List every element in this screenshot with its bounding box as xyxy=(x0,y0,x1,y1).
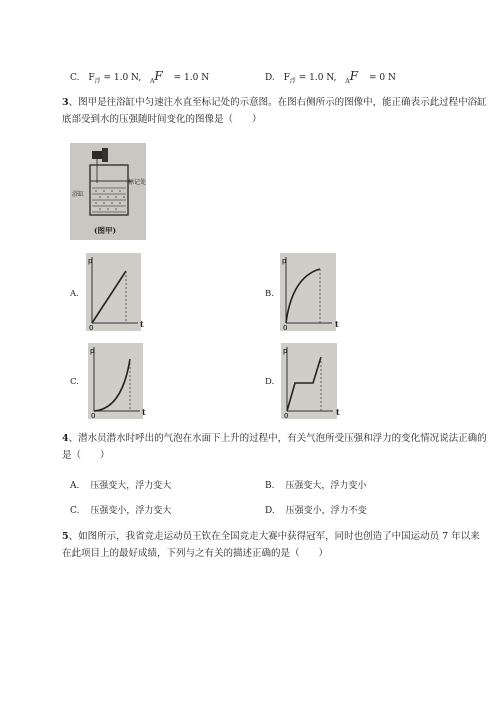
x-axis-label: t xyxy=(142,407,146,417)
bathtub-label: 浴缸 xyxy=(72,191,85,198)
force-symbol: F xyxy=(283,73,290,83)
graph-a[interactable] xyxy=(86,253,144,331)
option-text: 压强变小，浮力不变 xyxy=(285,506,367,516)
graph-b[interactable] xyxy=(280,253,339,331)
force-symbol-2: F xyxy=(154,69,163,83)
option-text: 压强变小，浮力变大 xyxy=(90,506,172,516)
origin-label: 0 xyxy=(91,412,96,419)
force-subscript: 浮 xyxy=(289,77,296,85)
x-axis-label: t xyxy=(335,319,339,329)
force-prefix: A xyxy=(150,77,155,85)
pressure-curve xyxy=(287,357,321,411)
graph-d[interactable] xyxy=(281,343,340,419)
pressure-curve xyxy=(94,359,130,411)
mark-label: 标记处 xyxy=(128,179,147,186)
x-axis-label: t xyxy=(336,407,340,417)
force-value: = 1.0 N, xyxy=(298,73,337,83)
option-letter: B. xyxy=(265,481,275,491)
option-text: 压强变大，浮力变大 xyxy=(90,481,172,491)
origin-label: 0 xyxy=(89,324,94,331)
y-axis-label: p xyxy=(283,347,288,355)
origin-label: 0 xyxy=(283,324,288,331)
pressure-curve xyxy=(286,269,320,323)
graph-d-plot xyxy=(281,343,337,419)
graph-b-letter: B. xyxy=(265,289,274,299)
question-number: 3 xyxy=(62,97,69,108)
question-4 xyxy=(62,430,487,464)
figure-caption: (图甲) xyxy=(94,226,117,235)
question-3 xyxy=(62,94,487,128)
option-letter: D. xyxy=(265,73,275,83)
y-axis-label: p xyxy=(88,257,93,265)
origin-label: 0 xyxy=(284,412,289,419)
option-letter: D. xyxy=(265,506,275,516)
force-value-2: = 1.0 N xyxy=(173,73,210,83)
force-value: = 1.0 N, xyxy=(103,73,142,83)
graph-d-letter: D. xyxy=(265,377,275,387)
q2-option-c[interactable] xyxy=(70,69,209,85)
graph-c[interactable] xyxy=(88,343,146,419)
force-value-2: = 0 N xyxy=(368,73,396,83)
graph-a-plot xyxy=(86,253,141,331)
force-symbol: F xyxy=(88,73,95,83)
y-axis-label: p xyxy=(282,257,287,265)
y-axis-label: p xyxy=(90,347,95,355)
pressure-curve xyxy=(92,271,126,323)
force-subscript: 浮 xyxy=(94,77,101,85)
option-letter: A. xyxy=(70,481,80,491)
graph-c-letter: C. xyxy=(70,377,79,387)
question-number: 4 xyxy=(62,433,69,444)
graph-c-plot xyxy=(88,343,143,419)
x-axis-label: t xyxy=(140,319,144,329)
force-prefix: A xyxy=(345,77,350,85)
graph-b-plot xyxy=(280,253,336,331)
q4-option-a[interactable] xyxy=(70,478,171,491)
q4-option-b[interactable] xyxy=(265,478,366,491)
option-letter: C. xyxy=(70,506,80,516)
question-text: 、潜水员潜水时呼出的气泡在水面下上升的过程中，有关气泡所受压强和浮力的变化情况说法正确的是（ ） xyxy=(62,433,487,461)
q4-option-d[interactable] xyxy=(265,503,367,516)
question-5 xyxy=(62,528,487,562)
option-text: 压强变大，浮力变小 xyxy=(285,481,367,491)
question-text: 、如图所示，我省竞走运动员王钦在全国竞走大赛中获得冠军，同时也创造了中国运动员 7 年以来在此项目上的最好成绩，下列与之有关的描述正确的是（ ） xyxy=(62,531,480,559)
graph-a-letter: A. xyxy=(70,289,79,299)
option-letter: C. xyxy=(70,73,80,83)
q4-option-c[interactable] xyxy=(70,503,171,516)
q2-option-d[interactable] xyxy=(265,69,396,85)
question-text: 、图甲是往浴缸中匀速注水直至标记处的示意图。在图右侧所示的图像中，能正确表示此过程中浴缸底部受到水的压强随时间变化的图像是（ ） xyxy=(62,97,487,125)
figure-jia-photo xyxy=(70,143,146,240)
force-symbol-2: F xyxy=(349,69,359,83)
question-number: 5 xyxy=(62,531,69,542)
